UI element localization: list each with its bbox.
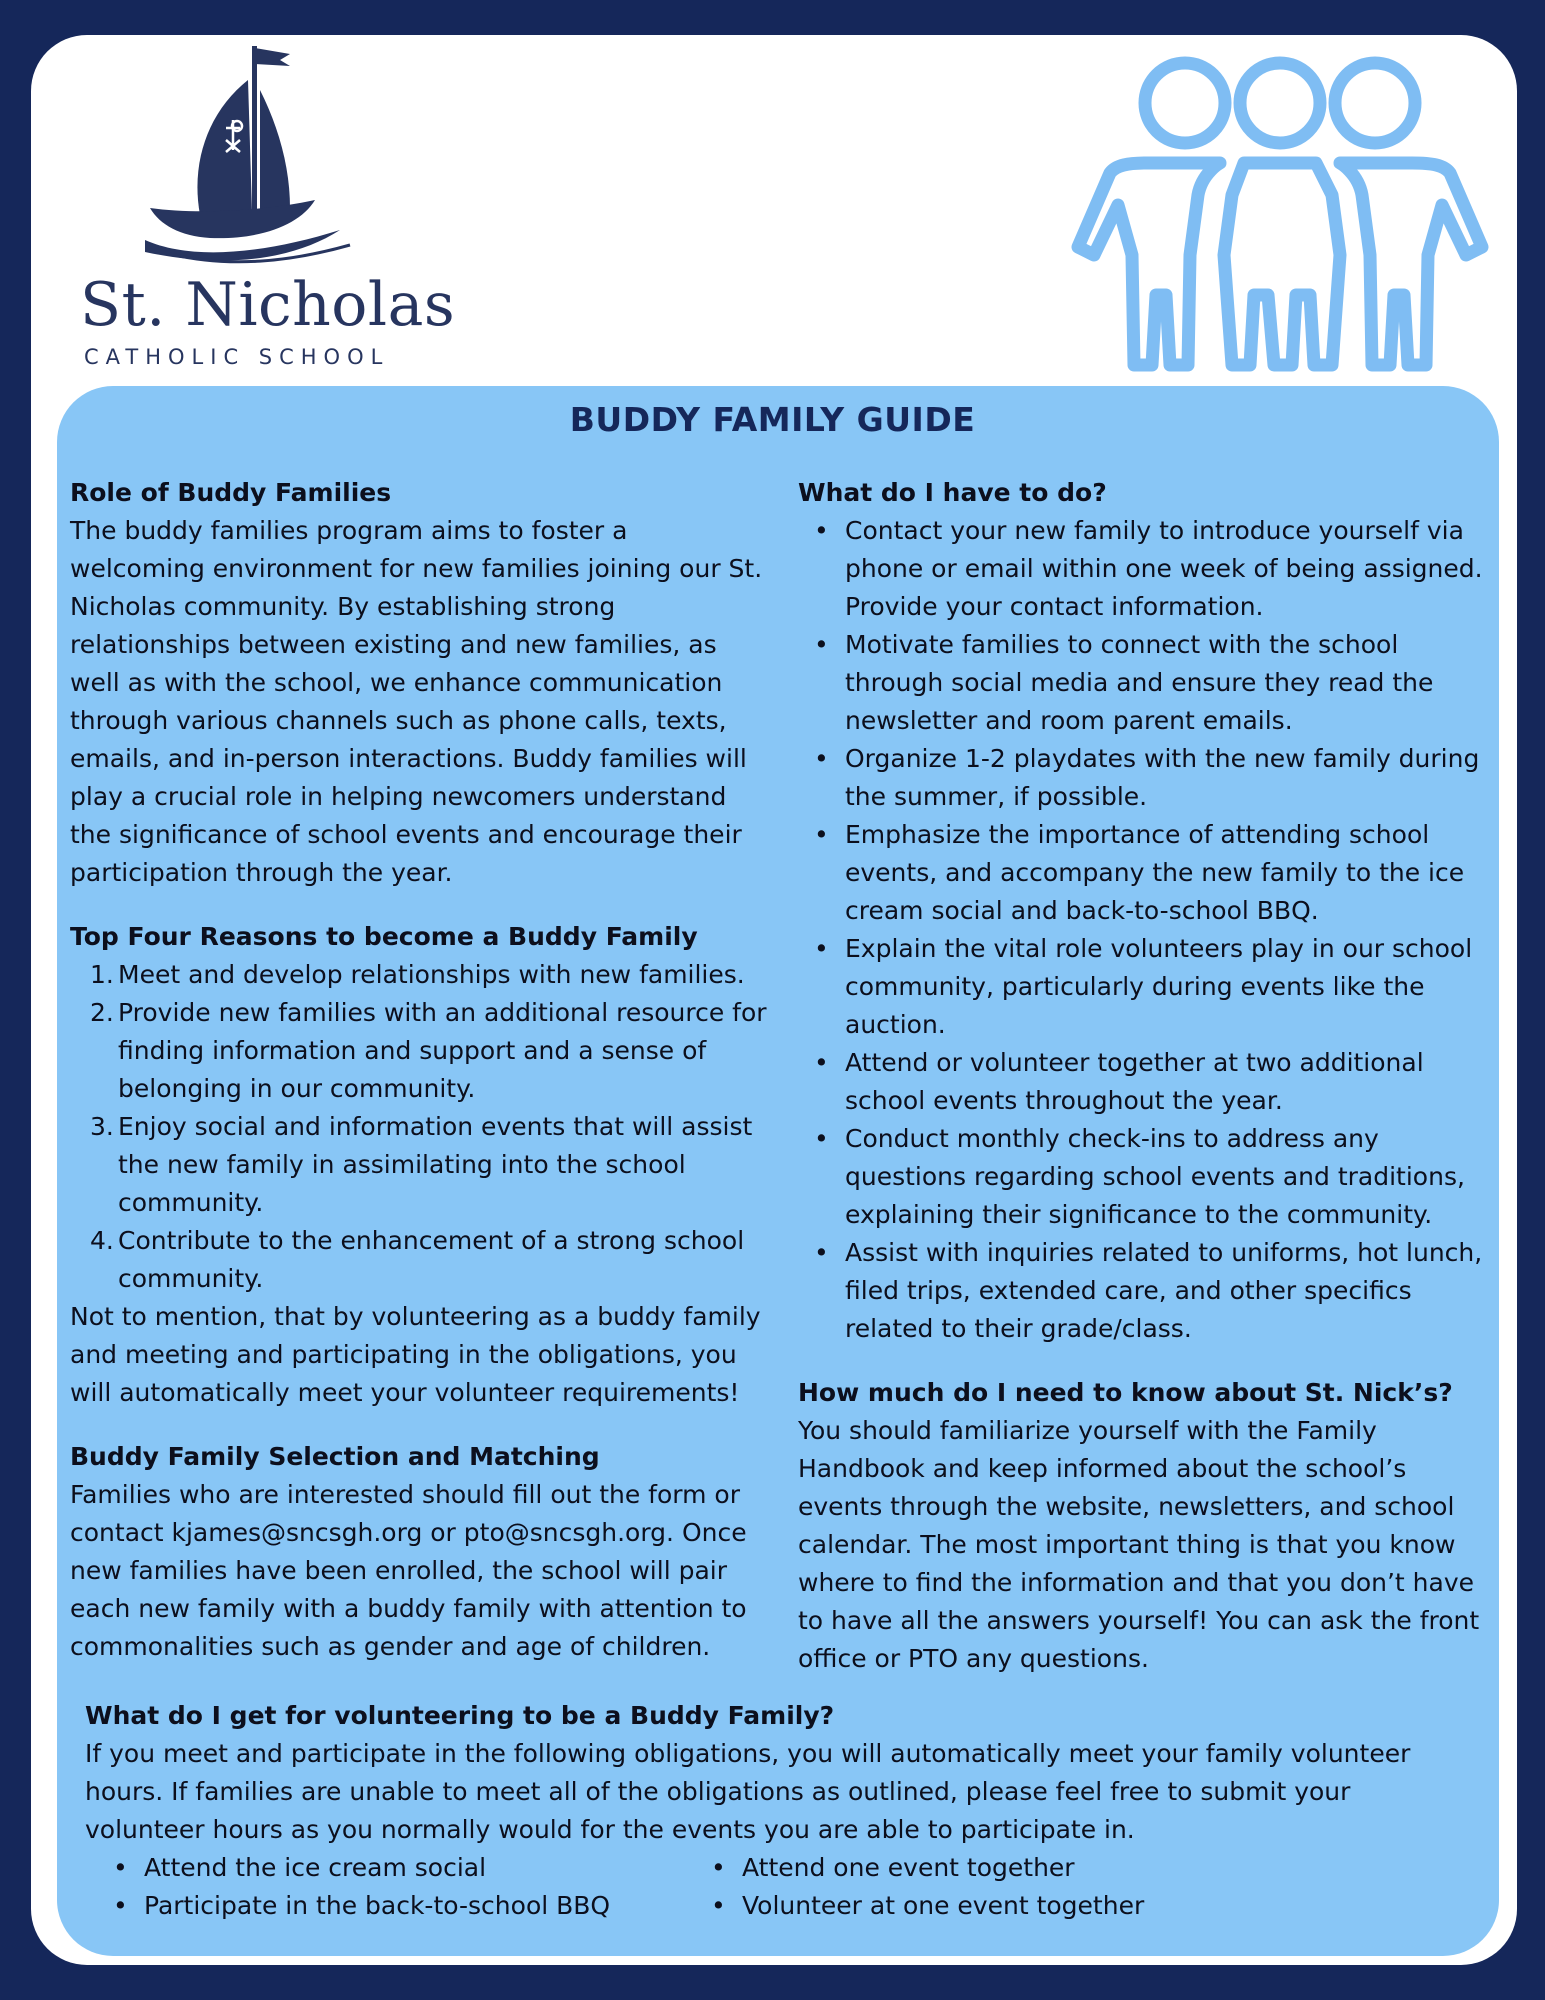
right-column: [798, 474, 1493, 1678]
role-heading: Role of Buddy Families: [70, 478, 392, 507]
list-item: • Explain the vital role volunteers play in our school community, particularly during events like the auction.: [798, 930, 1493, 1044]
selection-text: Families who are interested should fill out the form or contact kjames@sncsgh.org or pto@sncsgh.org. Once new families have been enrolled, the school will pair each new family with a buddy family with attention to commonalities such as gender and age of children.: [70, 1480, 747, 1661]
list-item: • Organize 1-2 playdates with the new family during the summer, if possible.: [798, 740, 1493, 816]
list-item: • Attend the ice cream social: [97, 1849, 657, 1887]
selection-heading: Buddy Family Selection and Matching: [70, 1442, 600, 1471]
list-item: • Motivate families to connect with the school through social media and ensure they read the newsletter and room parent emails.: [798, 626, 1493, 740]
list-item: • Attend or volunteer together at two additional school events throughout the year.: [798, 1044, 1493, 1120]
list-item: 4. Contribute to the enhancement of a strong school community.: [90, 1226, 745, 1293]
list-item: • Volunteer at one event together: [695, 1887, 1395, 1925]
todo-list: [798, 512, 1493, 1348]
school-name: St. Nicholas: [80, 270, 456, 340]
left-column: [70, 474, 770, 1666]
role-text: The buddy families program aims to foster a welcoming environment for new families joining our St. Nicholas community. By establishing strong relationships between existing and new families, as well as with the school, we enhance communication through various channels such as phone calls, texts, emails, and in-person interactions. Buddy families will play a crucial role in helping newcomers understand the significance of school events and encourage their participation through the year.: [70, 516, 763, 887]
guide-title: BUDDY FAMILY GUIDE: [569, 400, 976, 439]
volunteer-section: [85, 1697, 1455, 1925]
volunteer-text: If you meet and participate in the following obligations, you will automatically meet your family volunteer hours. If families are unable to meet all of the obligations as outlined, please feel free to submit your volunteer hours as you normally would for the events you are able to participate in.: [85, 1739, 1411, 1844]
list-item: • Attend one event together: [695, 1849, 1395, 1887]
todo-heading: What do I have to do?: [798, 478, 1107, 507]
people-group-icon: [1070, 55, 1490, 385]
reasons-list: [70, 956, 770, 1298]
know-heading: How much do I need to know about St. Nick’s?: [798, 1378, 1453, 1407]
list-item: • Participate in the back-to-school BBQ: [97, 1887, 657, 1925]
list-item: • Assist with inquiries related to uniforms, hot lunch, filed trips, extended care, and other specifics related to their grade/class.: [798, 1234, 1493, 1348]
list-item: • Conduct monthly check-ins to address any questions regarding school events and traditions, explaining their significance to the community.: [798, 1120, 1493, 1234]
know-text: You should familiarize yourself with the Family Handbook and keep informed about the school’s events through the website, newsletters, and school calendar. The most important thing is that you know where to find the information and that you don’t have to have all the answers yourself! You can ask the front office or PTO any questions.: [798, 1416, 1480, 1673]
reasons-heading: Top Four Reasons to become a Buddy Family: [70, 922, 698, 951]
obligations-list: [85, 1849, 1455, 1925]
list-item: • Contact your new family to introduce yourself via phone or email within one week of being assigned. Provide your contact information.: [798, 512, 1493, 626]
reasons-closing: Not to mention, that by volunteering as a buddy family and meeting and participating in the obligations, you will automatically meet your volunteer requirements!: [70, 1302, 761, 1407]
list-item: 3. Enjoy social and information events that will assist the new family in assimilating into the school community.: [90, 1112, 753, 1217]
volunteer-heading: What do I get for volunteering to be a Buddy Family?: [85, 1701, 835, 1730]
sailing-ship-icon: [140, 40, 360, 270]
list-item: 2. Provide new families with an additional resource for finding information and support and a sense of belonging in our community.: [90, 998, 767, 1103]
school-logo: [80, 40, 456, 375]
list-item: 1. Meet and develop relationships with new families.: [90, 960, 745, 989]
list-item: • Emphasize the importance of attending school events, and accompany the new family to the ice cream social and back-to-school BBQ.: [798, 816, 1493, 930]
school-subtitle: CATHOLIC SCHOOL: [84, 345, 390, 369]
